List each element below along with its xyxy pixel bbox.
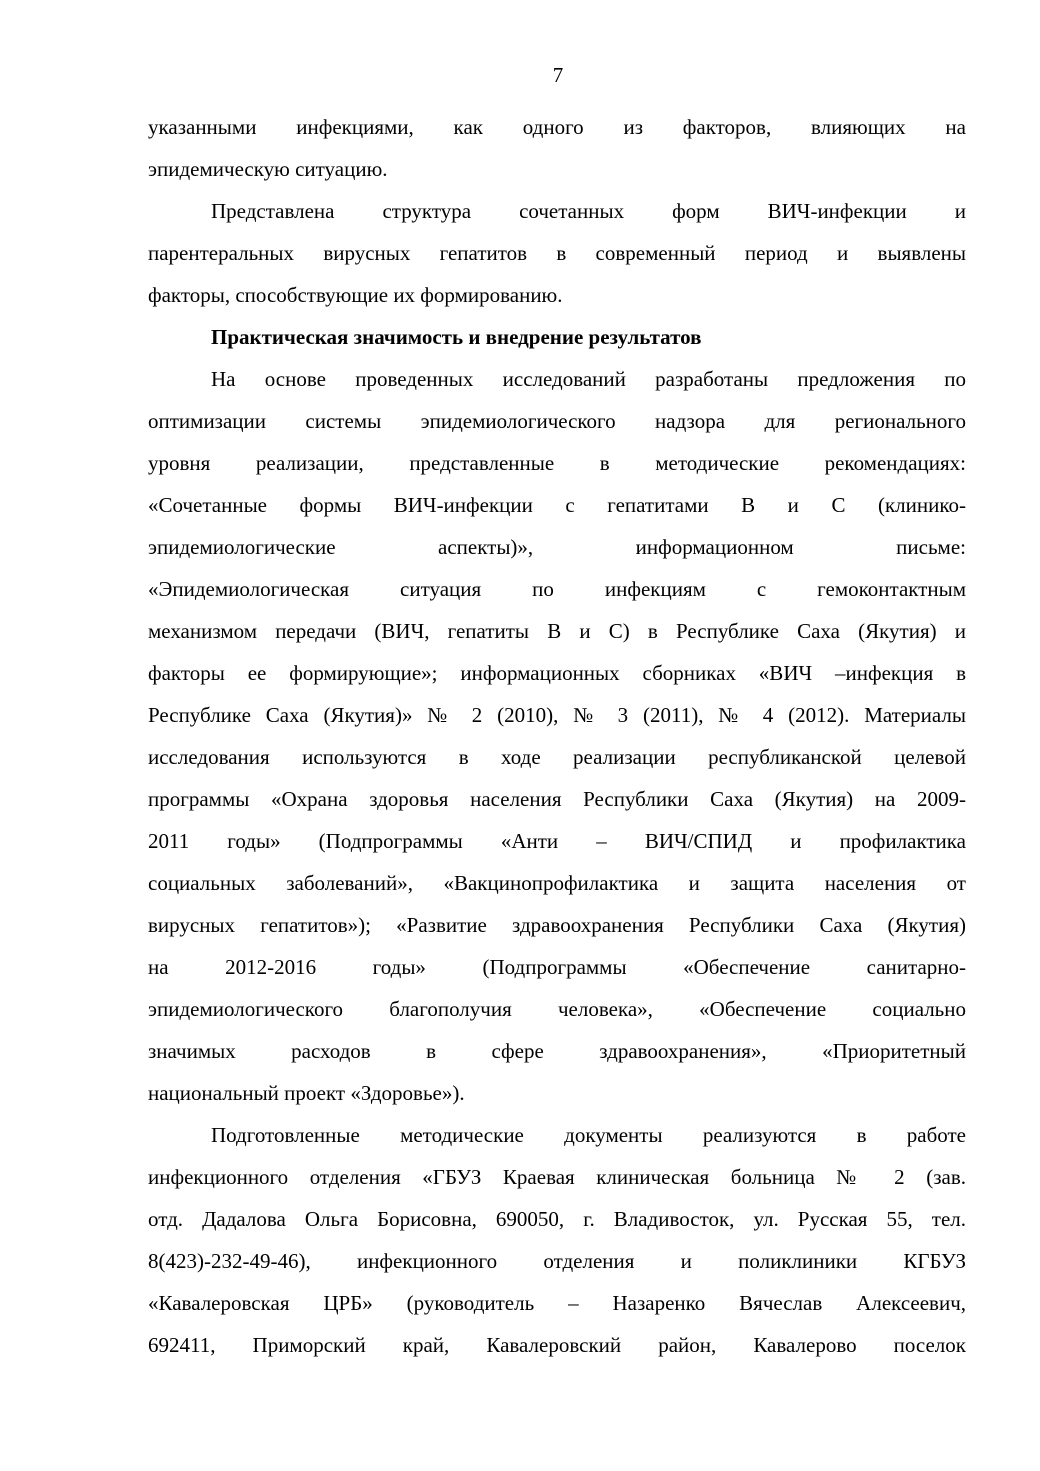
text-line: 2011 годы» (Подпрограммы «Анти – ВИЧ/СПИД и профилактика: [148, 829, 966, 853]
body-text: [148, 106, 966, 1366]
text-line: факторы ее формирующие»; информационных сборниках «ВИЧ –инфекция в: [148, 661, 966, 685]
text-line: эпидемиологические аспекты)», информационном письме:: [148, 535, 966, 559]
text-line: механизмом передачи (ВИЧ, гепатиты В и С) в Республике Саха (Якутия) и: [148, 619, 966, 643]
text-line: значимых расходов в сфере здравоохранения», «Приоритетный: [148, 1039, 966, 1063]
page-number: 7: [552, 63, 564, 87]
text-line: «Сочетанные формы ВИЧ-инфекции с гепатитами В и С (клинико-: [148, 493, 966, 517]
paragraph-implementation: [148, 1114, 966, 1366]
text-line: эпидемическую ситуацию.: [148, 157, 388, 181]
text-line: Представлена структура сочетанных форм ВИЧ-инфекции и: [211, 199, 966, 223]
text-line: вирусных гепатитов»); «Развитие здравоохранения Республики Саха (Якутия): [148, 913, 966, 937]
text-line: оптимизации системы эпидемиологического надзора для регионального: [148, 409, 966, 433]
text-line: инфекционного отделения «ГБУЗ Краевая клиническая больница № 2 (зав.: [148, 1165, 966, 1189]
text-line: 692411, Приморский край, Кавалеровский район, Кавалерово поселок: [148, 1333, 966, 1357]
text-line: на 2012-2016 годы» (Подпрограммы «Обеспечение санитарно-: [148, 955, 966, 979]
text-line: На основе проведенных исследований разработаны предложения по: [211, 367, 966, 391]
text-line: парентеральных вирусных гепатитов в современный период и выявлены: [148, 241, 966, 265]
text-line: Республике Саха (Якутия)» № 2 (2010), № 3 (2011), № 4 (2012). Материалы: [148, 703, 966, 727]
text-line: национальный проект «Здоровье»).: [148, 1081, 465, 1105]
section-heading: Практическая значимость и внедрение результатов: [211, 325, 702, 349]
text-line: «Кавалеровская ЦРБ» (руководитель – Назаренко Вячеслав Алексеевич,: [148, 1291, 966, 1315]
text-line: уровня реализации, представленные в методические рекомендациях:: [148, 451, 966, 475]
text-line: Подготовленные методические документы реализуются в работе: [211, 1123, 966, 1147]
text-line: исследования используются в ходе реализации республиканской целевой: [148, 745, 966, 769]
paragraph-structure: [148, 190, 966, 316]
text-line: 8(423)-232-49-46), инфекционного отделения и поликлиники КГБУЗ: [148, 1249, 966, 1273]
text-line: указанными инфекциями, как одного из факторов, влияющих на: [148, 115, 966, 139]
text-line: факторы, способствующие их формированию.: [148, 283, 563, 307]
text-line: программы «Охрана здоровья населения Республики Саха (Якутия) на 2009-: [148, 787, 966, 811]
text-line: эпидемиологического благополучия человека», «Обеспечение социально: [148, 997, 966, 1021]
text-line: «Эпидемиологическая ситуация по инфекциям с гемоконтактным: [148, 577, 966, 601]
paragraph-proposals: [148, 358, 966, 1114]
text-line: отд. Дадалова Ольга Борисовна, 690050, г. Владивосток, ул. Русская 55, тел.: [148, 1207, 966, 1231]
text-line: социальных заболеваний», «Вакцинопрофилактика и защита населения от: [148, 871, 966, 895]
paragraph-continuation: [148, 106, 966, 190]
